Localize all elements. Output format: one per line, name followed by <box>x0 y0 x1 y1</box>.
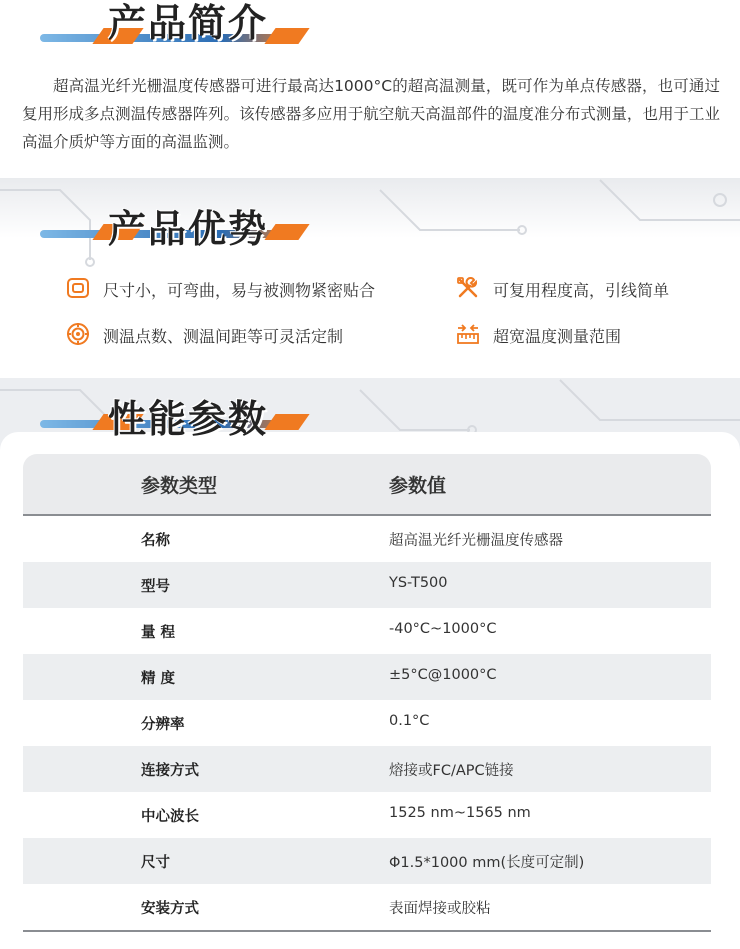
section-header-intro <box>0 0 740 56</box>
param-value: YS-T500 <box>389 575 448 591</box>
table-row <box>23 562 711 608</box>
ruler-range-icon <box>456 322 480 346</box>
header-param-value: 参数值 <box>389 475 447 497</box>
spec-table <box>23 454 711 932</box>
param-value: 0.1°C <box>389 713 430 729</box>
table-row <box>23 792 711 838</box>
param-name: 中心波长 <box>141 809 199 825</box>
table-row <box>23 838 711 884</box>
section-header-advantages <box>0 196 740 252</box>
section-header-specs <box>0 386 740 442</box>
tools-icon <box>456 276 480 300</box>
param-value: 表面焊接或胶粘 <box>389 901 491 917</box>
param-value: Φ1.5*1000 mm(长度可定制) <box>389 855 585 871</box>
target-icon <box>66 322 90 346</box>
section-title: 性能参数 <box>108 397 269 441</box>
advantage-label: 超宽温度测量范围 <box>493 327 622 346</box>
param-value: ±5°C@1000°C <box>389 667 497 683</box>
param-name: 名称 <box>141 533 170 549</box>
advantage-label: 尺寸小，可弯曲，易与被测物紧密贴合 <box>103 281 376 300</box>
param-name: 型号 <box>141 579 170 595</box>
table-row <box>23 516 711 562</box>
advantage-label: 可复用程度高，引线简单 <box>493 281 670 300</box>
param-name: 精 度 <box>141 671 176 687</box>
param-name: 量 程 <box>141 625 176 641</box>
table-header <box>23 454 711 516</box>
title-accent-right <box>264 28 309 44</box>
param-value: 超高温光纤光栅温度传感器 <box>389 533 563 549</box>
compact-chip-icon <box>66 276 90 300</box>
table-row <box>23 746 711 792</box>
table-row <box>23 884 711 930</box>
param-name: 安装方式 <box>141 901 199 917</box>
table-bottom-rule <box>23 930 711 932</box>
param-value: 1525 nm~1565 nm <box>389 805 531 821</box>
section-title: 产品简介 <box>108 1 269 45</box>
advantage-label: 测温点数、测温间距等可灵活定制 <box>103 327 344 346</box>
param-value: -40°C~1000°C <box>389 621 497 637</box>
param-value: 熔接或FC/APC链接 <box>389 763 514 779</box>
param-name: 连接方式 <box>141 763 199 779</box>
title-accent-right <box>264 224 309 240</box>
param-name: 分辨率 <box>141 717 185 733</box>
table-row <box>23 608 711 654</box>
title-accent-right <box>264 414 309 430</box>
table-row <box>23 654 711 700</box>
intro-paragraph: 超高温光纤光栅温度传感器可进行最高达1000°C的超高温测量，既可作为单点传感器，也可通过复用形成多点测温传感器阵列。该传感器多应用于航空航天高温部件的温度准分布式测量，也用于工业高温介质炉等方面的高温监测。 <box>22 77 720 151</box>
table-row <box>23 700 711 746</box>
section-title: 产品优势 <box>108 207 269 251</box>
header-param-type: 参数类型 <box>141 475 218 497</box>
param-name: 尺寸 <box>141 855 170 871</box>
